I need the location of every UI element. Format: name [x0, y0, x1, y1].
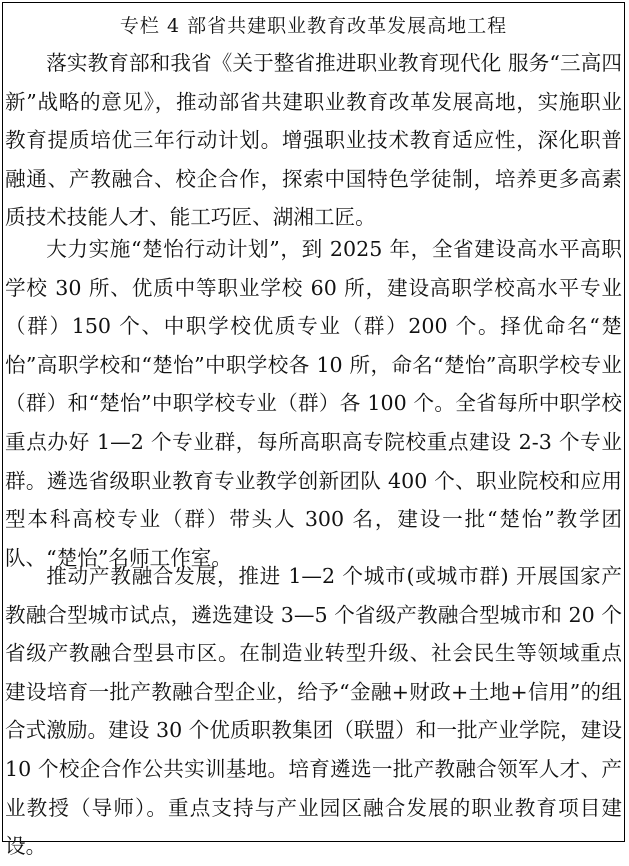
- paragraph-1: 落实教育部和我省《关于整省推进职业教育现代化 服务“三高四新”战略的意见》，推动部省共建职业教育改革发展高地，实施职业教育提质培优三年行动计划。增强职业技术教育适应性，深化职普融通、产教融合、校企合作，探索中国特色学徒制，培养更多高素质技术技能人才、能工巧匠、湖湘工匠。: [5, 51, 622, 230]
- paragraph-3: 推动产教融合发展，推进 1—2 个城市(或城市群) 开展国家产教融合型城市试点，遴选建设 3—5 个省级产教融合型城市和 20 个省级产教融合型县市区。在制造业转型升级、社会民生等领域重点建设培育一批产教融合型企业，给予“金融+财政+土地+信用”的组合式激励。建设 30 个优质职教集团（联盟）和一批产业学院，建设 10 个校企合作公共实训基地。培育遴选一批产教融合领军人才、产业教授（导师）。重点支持与产业园区融合发展的职业教育项目建设。: [5, 564, 622, 859]
- column-title: 专栏 4 部省共建职业教育改革发展高地工程: [119, 15, 508, 37]
- paragraph-2: 大力实施“楚怡行动计划”，到 2025 年，全省建设高水平高职学校 30 所、优质中等职业学校 60 所，建设高职学校高水平专业（群）150 个、中职学校优质专业（群）200 个。择优命名“楚怡”高职学校和“楚怡”中职学校各 10 所，命名“楚怡”高职学校专业（群）和“楚怡”中职学校专业（群）各 100 个。全省每所中职学校重点办好 1—2 个专业群，每所高职高专院校重点建设 2-3 个专业群。遴选省级职业教育专业教学创新团队 400 个、职业院校和应用型本科高校专业（群）带头人 300 名，建设一批“楚怡”教学团队、“楚怡”名师工作室。: [5, 237, 622, 570]
- column-box: [2, 2, 625, 859]
